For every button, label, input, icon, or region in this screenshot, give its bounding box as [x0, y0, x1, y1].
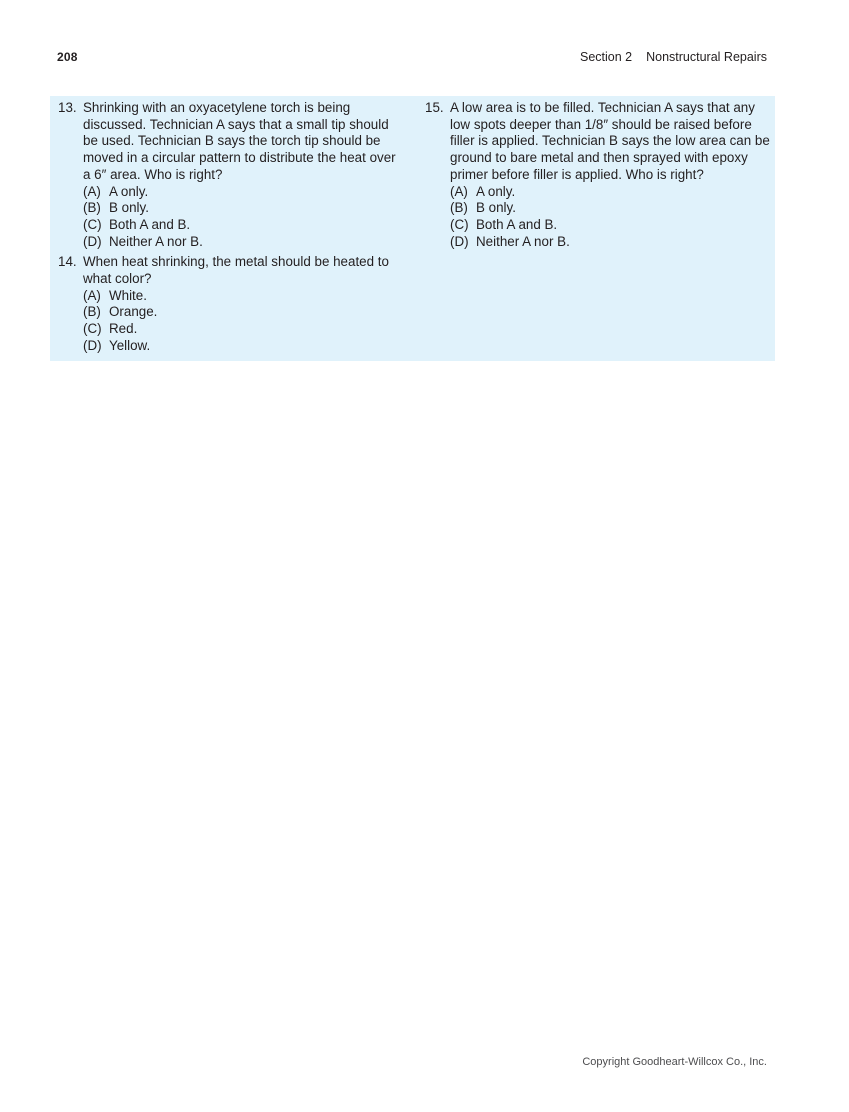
choice-text: B only.: [109, 200, 149, 216]
choice-text: Orange.: [109, 304, 158, 320]
question-13: [58, 100, 403, 250]
answer-choice: [83, 288, 403, 305]
question-15: [425, 100, 770, 250]
choice-text: Neither A nor B.: [109, 233, 203, 249]
question-number: 15.: [425, 100, 444, 115]
choice-letter: (C): [450, 216, 469, 232]
choice-letter: (B): [83, 304, 101, 320]
answer-choices: [83, 288, 403, 355]
answer-choice: [83, 234, 403, 251]
review-questions-box: [50, 96, 775, 361]
choice-letter: (D): [83, 337, 102, 353]
question-text: A low area is to be filled. Technician A says that any low spots deeper than 1/8″ should be raised before filler is applied. Technician B says the low area can be ground to bare metal and then sprayed with epoxy primer before filler is applied. Who is right?: [450, 100, 770, 182]
answer-choice: [450, 217, 770, 234]
answer-choice: [450, 184, 770, 201]
choice-text: White.: [109, 287, 147, 303]
answer-choice: [83, 200, 403, 217]
question-number: 14.: [58, 254, 77, 270]
choice-letter: (B): [450, 200, 468, 216]
choice-letter: (B): [83, 200, 101, 216]
answer-choice: [83, 184, 403, 201]
choice-letter: (A): [83, 287, 101, 303]
answer-choice: [83, 321, 403, 338]
left-column: [58, 100, 403, 359]
choice-text: Yellow.: [109, 337, 151, 353]
answer-choice: [83, 217, 403, 234]
answer-choice: [450, 234, 770, 251]
question-text: When heat shrinking, the metal should be heated to what color?: [83, 254, 389, 287]
running-head: [580, 50, 767, 64]
answer-choice: [83, 304, 403, 321]
page-number: 208: [57, 50, 78, 64]
answer-choices: [450, 184, 770, 251]
answer-choices: [83, 184, 403, 251]
choice-text: A only.: [476, 183, 516, 199]
choice-text: A only.: [109, 183, 149, 199]
answer-choice: [83, 338, 403, 355]
choice-text: Neither A nor B.: [476, 233, 570, 249]
section-label: Section 2: [579, 50, 633, 64]
choice-text: Both A and B.: [476, 216, 558, 232]
question-text: Shrinking with an oxyacetylene torch is being discussed. Technician A says that a small tip should be used. Technician B says the torch tip should be moved in a circular pattern to distribute the heat over a 6″ area. Who is right?: [83, 100, 396, 182]
question-14: [58, 254, 403, 354]
choice-letter: (D): [450, 233, 469, 249]
choice-text: Both A and B.: [109, 216, 191, 232]
choice-letter: (C): [83, 321, 102, 337]
choice-text: B only.: [476, 200, 516, 216]
choice-letter: (A): [450, 183, 468, 199]
question-number: 13.: [58, 100, 77, 115]
section-title: Nonstructural Repairs: [646, 50, 767, 64]
choice-letter: (D): [83, 233, 102, 249]
answer-choice: [450, 200, 770, 217]
choice-letter: (A): [83, 183, 101, 199]
copyright-notice: Copyright Goodheart-Willcox Co., Inc.: [582, 1056, 767, 1068]
choice-text: Red.: [109, 321, 138, 337]
choice-letter: (C): [83, 216, 102, 232]
right-column: [425, 100, 770, 254]
